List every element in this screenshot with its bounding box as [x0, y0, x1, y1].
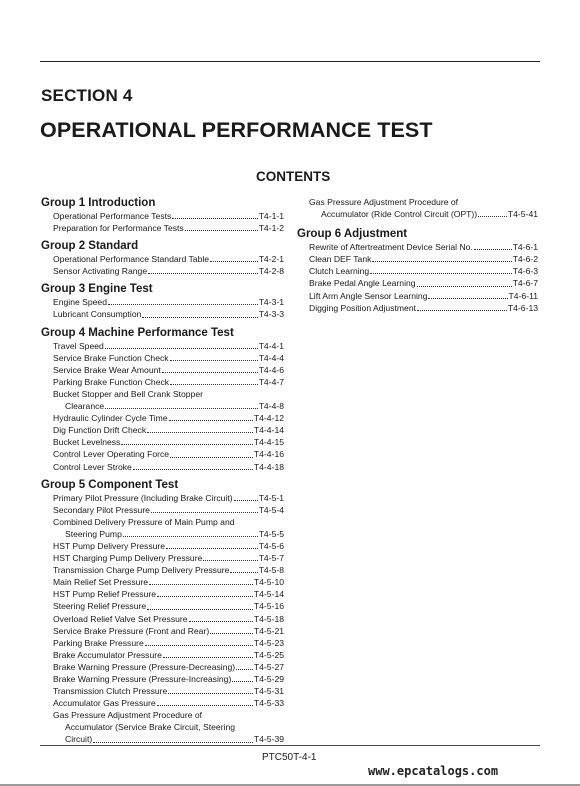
toc-entry-page: T4-6-1: [512, 242, 538, 253]
toc-entry-page: T4-1-1: [258, 211, 284, 221]
toc-entry-name: HST Pump Relief Pressure: [53, 589, 157, 600]
toc-entry-name: HST Pump Delivery Pressure: [53, 540, 166, 551]
leader-dots: [232, 681, 253, 682]
toc-entry-page: T4-4-14: [253, 425, 284, 436]
toc-entry-page: T4-5-5: [258, 528, 284, 539]
toc-entry-name: Dig Function Drift Check: [53, 425, 147, 436]
toc-entry-name: Control Lever Stroke: [53, 461, 132, 472]
contents-heading: CONTENTS: [256, 169, 331, 184]
toc-entry[interactable]: [41, 649, 284, 661]
toc-entry-name: Control Lever Operating Force: [53, 449, 170, 460]
leader-dots: [478, 216, 507, 217]
toc-group: [41, 196, 284, 234]
toc-entry-page: T4-6-3: [512, 266, 538, 277]
toc-entry-name: Lift Arm Angle Sensor Learning: [309, 290, 428, 301]
leader-dots: [149, 584, 253, 585]
toc-entry[interactable]: [297, 208, 538, 220]
toc-entry-page: T4-3-1: [258, 297, 284, 308]
toc-continued-entry: [297, 196, 538, 220]
toc-entry-name: Brake Accumulator Pressure: [53, 649, 162, 660]
toc-entry[interactable]: [41, 253, 284, 265]
toc-entry-name: Rewrite of Aftertreatment Device Serial No.: [309, 242, 473, 253]
bottom-rule: [40, 745, 540, 746]
toc-entry-page: T4-5-7: [258, 553, 284, 564]
toc-entry[interactable]: [41, 637, 284, 649]
group-heading[interactable]: Group 5 Component Test: [41, 478, 179, 491]
toc-entry-page: T4-5-4: [258, 504, 284, 515]
toc-entry[interactable]: [41, 400, 284, 412]
toc-entry-page: T4-6-11: [508, 290, 538, 301]
toc-entry-page: T4-5-23: [253, 637, 284, 648]
toc-group: [41, 478, 284, 746]
toc-entry-name: Service Brake Wear Amount: [53, 364, 161, 375]
leader-dots: [234, 500, 258, 501]
toc-group: [41, 239, 284, 277]
toc-entry-name: Secondary Pilot Pressure: [53, 504, 150, 515]
toc-entry-name: Operational Performance Standard Table: [53, 254, 210, 265]
toc-entry[interactable]: [41, 376, 284, 388]
toc-entry-page: T4-4-12: [253, 413, 284, 424]
toc-entry-page: T4-4-16: [253, 449, 284, 460]
leader-dots: [189, 621, 253, 622]
toc-entry[interactable]: [41, 436, 284, 448]
leader-dots: [166, 548, 258, 549]
toc-entry-page: T4-5-27: [253, 661, 284, 672]
toc-entry-name: Lubricant Consumption: [53, 309, 142, 320]
toc-entry-name: Primary Pilot Pressure (Including Brake Circuit): [53, 492, 233, 503]
toc-entry[interactable]: [41, 697, 284, 709]
toc-entry[interactable]: [41, 733, 284, 745]
leader-dots: [172, 218, 257, 219]
toc-entry-name: Steering Pump: [65, 528, 122, 539]
toc-entry-name: Brake Warning Pressure (Pressure-Decreasing): [53, 661, 236, 672]
leader-dots: [133, 469, 253, 470]
toc-entry-name: Brake Warning Pressure (Pressure-Increasing): [53, 674, 232, 684]
toc-entry[interactable]: [41, 625, 284, 637]
toc-entry-page: T4-4-15: [253, 437, 284, 448]
toc-entry-name: Overload Relief Valve Set Pressure: [53, 613, 188, 624]
toc-entry[interactable]: [297, 265, 538, 277]
toc-entry-name: Engine Speed: [53, 297, 107, 308]
toc-entry[interactable]: [41, 504, 284, 516]
group-heading[interactable]: Group 6 Adjustment: [297, 228, 408, 241]
toc-entry[interactable]: [41, 552, 284, 564]
leader-dots: [151, 512, 258, 513]
leader-dots: [105, 348, 258, 349]
toc-entry-page: T4-1-2: [258, 223, 284, 234]
toc-entry[interactable]: [41, 461, 284, 473]
toc-entry-name: Brake Pedal Angle Learning: [309, 278, 416, 289]
group-heading[interactable]: Group 4 Machine Performance Test: [41, 326, 234, 339]
toc-entry-name: Service Brake Function Check: [53, 352, 169, 363]
leader-dots: [108, 304, 258, 305]
toc-entry[interactable]: [41, 296, 284, 308]
toc-entry-page: T4-5-29: [253, 674, 284, 684]
toc-entry[interactable]: [41, 540, 284, 552]
watermark: www.epcatalogs.com: [368, 764, 499, 778]
toc-entry[interactable]: [297, 290, 538, 302]
toc-entry[interactable]: [41, 673, 284, 685]
group-heading[interactable]: Group 3 Engine Test: [41, 283, 153, 296]
toc-entry-name: Service Brake Pressure (Front and Rear): [53, 625, 210, 636]
toc-group: [41, 326, 284, 473]
toc-entry-page: T4-5-14: [253, 589, 284, 600]
toc-entry[interactable]: [41, 364, 284, 376]
toc-entry-page: T4-5-41: [507, 209, 538, 220]
leader-dots: [147, 609, 253, 610]
leader-dots: [145, 645, 253, 646]
toc-entry[interactable]: [297, 277, 538, 289]
toc-entry-page: T4-5-6: [258, 540, 284, 551]
toc-entry-page: T4-2-8: [258, 266, 284, 277]
leader-dots: [185, 230, 258, 231]
toc-entry-page: T4-4-4: [258, 352, 284, 363]
toc-entry-page: T4-5-21: [253, 625, 284, 636]
leader-dots: [93, 742, 253, 743]
toc-entry[interactable]: [41, 340, 284, 352]
leader-dots: [170, 384, 258, 385]
toc-entry-page: T4-4-7: [258, 376, 284, 387]
toc-entry-page: T4-5-25: [253, 649, 284, 660]
leader-dots: [169, 420, 253, 421]
toc-entry-name: Accumulator Gas Pressure: [53, 698, 156, 709]
leader-dots: [203, 560, 257, 561]
toc-entry-page: T4-2-1: [258, 254, 284, 265]
toc-entry[interactable]: [41, 588, 284, 600]
toc-entry-name: Bucket Levelness: [53, 437, 121, 448]
toc-entry-name: Circuit): [65, 734, 93, 745]
toc-entry-name: Operational Performance Tests: [53, 211, 172, 221]
toc-entry-page: T4-5-8: [258, 565, 284, 576]
toc-entry-name: Digging Position Adjustment: [309, 302, 417, 313]
toc-entry-name: Main Relief Set Pressure: [53, 577, 149, 588]
leader-dots: [168, 693, 253, 694]
toc-entry[interactable]: [41, 564, 284, 576]
toc-entry-name: Steering Relief Pressure: [53, 601, 147, 612]
group-heading[interactable]: Group 1 Introduction: [41, 197, 156, 209]
leader-dots: [157, 705, 253, 706]
leader-dots: [162, 372, 258, 373]
leader-dots: [148, 273, 258, 274]
toc-entry-page: T4-5-18: [253, 613, 284, 624]
toc-entry-page: T4-4-6: [258, 364, 284, 375]
toc-entry[interactable]: [41, 613, 284, 625]
group-heading[interactable]: Group 2 Standard: [41, 240, 139, 253]
toc-entry-name: HST Charging Pump Delivery Pressure: [53, 553, 203, 564]
toc-entry-page: T4-5-10: [253, 577, 284, 588]
toc-entry[interactable]: [41, 412, 284, 424]
toc-entry[interactable]: [297, 253, 538, 265]
page-title: OPERATIONAL PERFORMANCE TEST: [40, 118, 433, 142]
toc-entry-line[interactable]: Gas Pressure Adjustment Procedure of: [309, 197, 459, 207]
toc-entry-page: T4-4-18: [253, 461, 284, 472]
toc-entry-page: T4-4-1: [258, 340, 284, 351]
leader-dots: [142, 317, 257, 318]
toc-entry-page: T4-5-39: [253, 734, 284, 745]
toc-entry[interactable]: [41, 222, 284, 234]
toc-entry[interactable]: [41, 424, 284, 436]
toc-entry[interactable]: [41, 308, 284, 320]
leader-dots: [236, 669, 253, 670]
toc-entry-name: Travel Speed: [53, 340, 104, 351]
toc-right-groups: [297, 227, 538, 314]
toc-entry[interactable]: [41, 265, 284, 277]
toc-entry[interactable]: [41, 600, 284, 612]
toc-entry-name: Clearance: [65, 401, 105, 412]
toc-entry-page: T4-6-7: [512, 278, 538, 289]
toc-entry[interactable]: [41, 576, 284, 588]
top-rule: [40, 61, 540, 62]
leader-dots: [372, 261, 511, 262]
toc-entry-name: Clutch Learning: [309, 266, 370, 277]
toc-entry-line[interactable]: Bucket Stopper and Bell Crank Stopper: [53, 388, 204, 399]
toc-entry[interactable]: [41, 528, 284, 540]
toc-entry-name: Preparation for Performance Tests: [53, 223, 184, 234]
toc-entry[interactable]: [41, 352, 284, 364]
toc-entry-name: Hydraulic Cylinder Cycle Time: [53, 413, 168, 424]
toc-group: [41, 282, 284, 320]
toc-entry-name: Transmission Charge Pump Delivery Pressure: [53, 565, 230, 576]
toc-entry-page: T4-3-3: [258, 309, 284, 320]
leader-dots: [428, 298, 507, 299]
toc-left-column: [41, 196, 284, 751]
toc-entry-page: T4-5-16: [253, 601, 284, 612]
leader-dots: [170, 360, 258, 361]
toc-entry-name: Sensor Activating Range: [53, 266, 148, 277]
leader-dots: [170, 457, 253, 458]
leader-dots: [157, 596, 253, 597]
leader-dots: [230, 572, 257, 573]
leader-dots: [417, 286, 512, 287]
leader-dots: [121, 444, 253, 445]
toc-entry[interactable]: [297, 241, 538, 253]
toc-entry-page: T4-5-1: [258, 492, 284, 503]
toc-entry[interactable]: [297, 302, 538, 314]
leader-dots: [210, 261, 258, 262]
toc-group: [297, 227, 538, 314]
toc-entry[interactable]: [41, 448, 284, 460]
leader-dots: [123, 536, 258, 537]
leader-dots: [417, 310, 507, 311]
toc-entry[interactable]: [41, 685, 284, 697]
toc-entry[interactable]: [41, 492, 284, 504]
toc-entry[interactable]: [41, 661, 284, 673]
toc-entry-page: T4-6-2: [512, 254, 538, 265]
leader-dots: [474, 249, 512, 250]
toc-entry[interactable]: [41, 210, 284, 222]
leader-dots: [210, 633, 253, 634]
leader-dots: [163, 657, 253, 658]
toc-entry-line[interactable]: Gas Pressure Adjustment Procedure of: [53, 710, 203, 721]
toc-entry-name: Transmission Clutch Pressure: [53, 686, 168, 697]
toc-entry-name: Parking Brake Pressure: [53, 637, 144, 648]
toc-entry-line[interactable]: Combined Delivery Pressure of Main Pump and: [53, 516, 235, 527]
leader-dots: [105, 408, 258, 409]
leader-dots: [370, 273, 511, 274]
toc-entry-name: Accumulator (Ride Control Circuit (OPT)): [321, 209, 478, 220]
toc-entry-line[interactable]: Accumulator (Service Brake Circuit, Steering: [65, 722, 236, 733]
section-label: SECTION 4: [41, 86, 133, 105]
leader-dots: [147, 432, 253, 433]
toc-entry-page: T4-5-31: [253, 686, 284, 697]
toc-entry-name: Parking Brake Function Check: [53, 376, 170, 387]
page-code: PTC50T-4-1: [262, 752, 317, 763]
toc-entry-page: T4-4-8: [258, 401, 284, 412]
toc-entry-page: T4-5-33: [253, 698, 284, 709]
toc-right-column: [297, 196, 538, 319]
toc-entry-page: T4-6-13: [507, 302, 538, 313]
toc-entry-name: Clean DEF Tank: [309, 254, 372, 265]
